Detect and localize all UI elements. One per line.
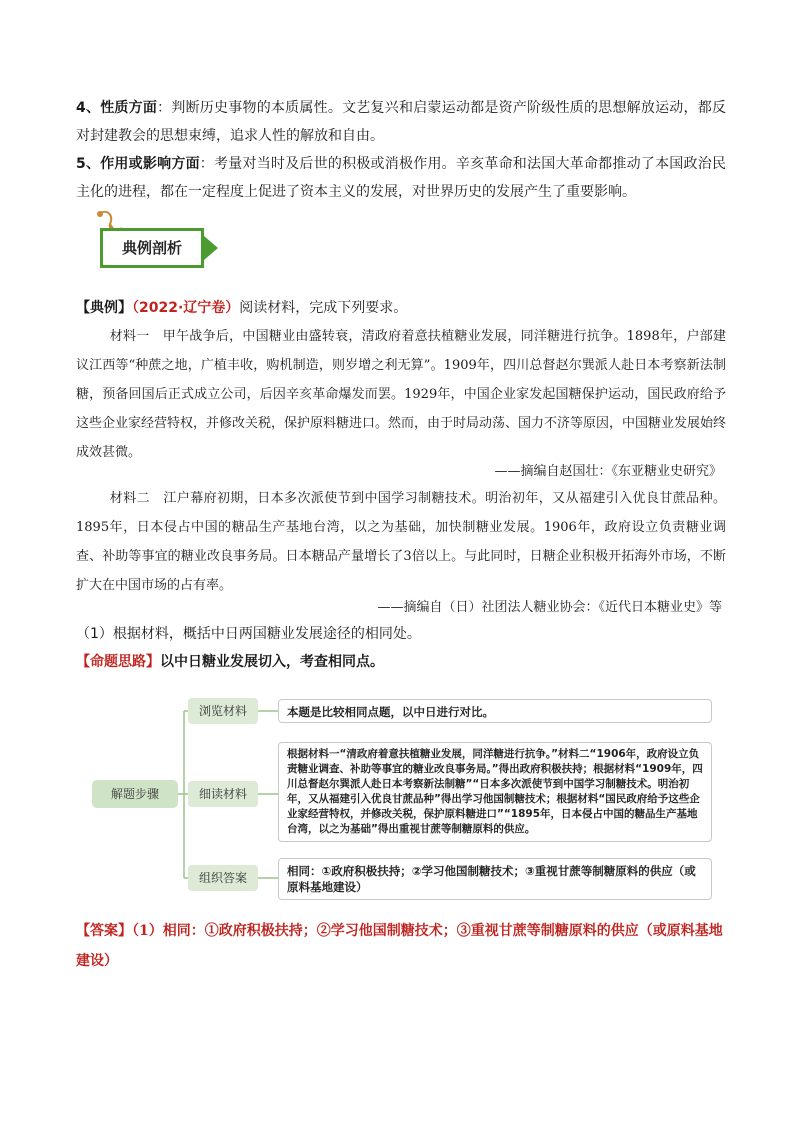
idea-tag: 【命题思路】 [76, 654, 160, 670]
idea-text: 以中日糖业发展切入，考查相同点。 [160, 654, 384, 670]
answer-tag: 【答案】 [76, 923, 132, 939]
point-4-label: 4、性质方面 [76, 100, 158, 116]
point-5-label: 5、作用或影响方面 [76, 156, 200, 172]
step-read: 细读材料 [188, 781, 258, 807]
example-source: （2022·辽宁卷） [132, 300, 240, 316]
banner-title: 典例剖析 [121, 239, 182, 257]
question-1: （1）根据材料，概括中日两国糖业发展途径的相同处。 [76, 626, 421, 642]
step-answer: 组织答案 [188, 865, 258, 891]
step-browse: 浏览材料 [188, 698, 258, 724]
answer [76, 916, 726, 976]
step-answer-content: 相同：①政府积极扶持；②学习他国制糖技术；③重视甘蔗等制糖原料的供应（或原料基地建设） [278, 858, 712, 900]
material-2: 材料二 江户幕府初期，日本多次派使节到中国学习制糖技术。明治初年，又从福建引入优良甘蔗品种。1895年，日本侵占中国的糖品生产基地台湾，以之为基础，加快制糖业发展。1906年，政府设立负责糖业调查、补助等事宜的糖业改良事务局。日本糖品产量增长了3倍以上。与此同时，日糖企业积极开拓海外市场，不断扩大在中国市场的占有率。 [76, 491, 726, 593]
point-5-text: ：考量对当时及后世的积极或消极作用。辛亥革命和法国大革命都推动了本国政治民主化的进程，都在一定程度上促进了资本主义的发展，对世界历史的发展产生了重要影响。 [76, 156, 726, 200]
material-1-citation: ——摘编自赵国壮：《东亚糖业史研究》 [494, 464, 722, 479]
point-4-text: ：判断历史事物的本质属性。文艺复兴和启蒙运动都是资产阶级性质的思想解放运动，都反对封建教会的思想束缚，追求人性的解放和自由。 [76, 100, 726, 144]
root-node: 解题步骤 [92, 780, 178, 808]
material-1: 材料一 甲午战争后，中国糖业由盛转衰，清政府着意扶植糖业发展，同洋糖进行抗争。1898年，户部建议江西等“种蔗之地，广植丰收，购机制造，则岁增之利无算”。1909年，四川总督赵尔巽派人赴日本考察新法制糖，预备回国后正式成立公司，后因辛亥革命爆发而罢。1929年，中国企业家发起国糖保护运动，国民政府给予这些企业家经营特权，并修改关税，保护原料糖进口。然而，由于时局动荡、国力不济等原因，中国糖业发展始终成效甚微。 [76, 329, 727, 460]
step-read-content: 根据材料一“清政府着意扶植糖业发展，同洋糖进行抗争。”材料二“1906年，政府设立负责糖业调查、补助等事宜的糖业改良事务局。”得出政府积极扶持；根据材料“1909年，四川总督赵尔巽派人赴日本考察新法制糖”“日本多次派使节到中国学习制糖技术。明治初年，又从福建引入优良甘蔗品种”得出学习他国制糖技术；根据材料“国民政府给予这些企业家经营特权，并修改关税，保护原料糖进口”“1895年，日本侵占中国的糖品生产基地台湾，以之为基础”得出重视甘蔗等制糖原料的供应。 [278, 742, 712, 842]
material-2-citation: ——摘编自（日）社团法人糖业协会：《近代日本糖业史》等 [377, 600, 722, 615]
answer-text: （1）相同：①政府积极扶持；②学习他国制糖技术；③重视甘蔗等制糖原料的供应（或原料基地建设） [76, 923, 723, 969]
step-browse-content: 本题是比较相同点题，以中日进行对比。 [278, 699, 712, 723]
example-tag: 【典例】 [76, 300, 132, 316]
example-prompt: 阅读材料，完成下列要求。 [239, 300, 408, 316]
